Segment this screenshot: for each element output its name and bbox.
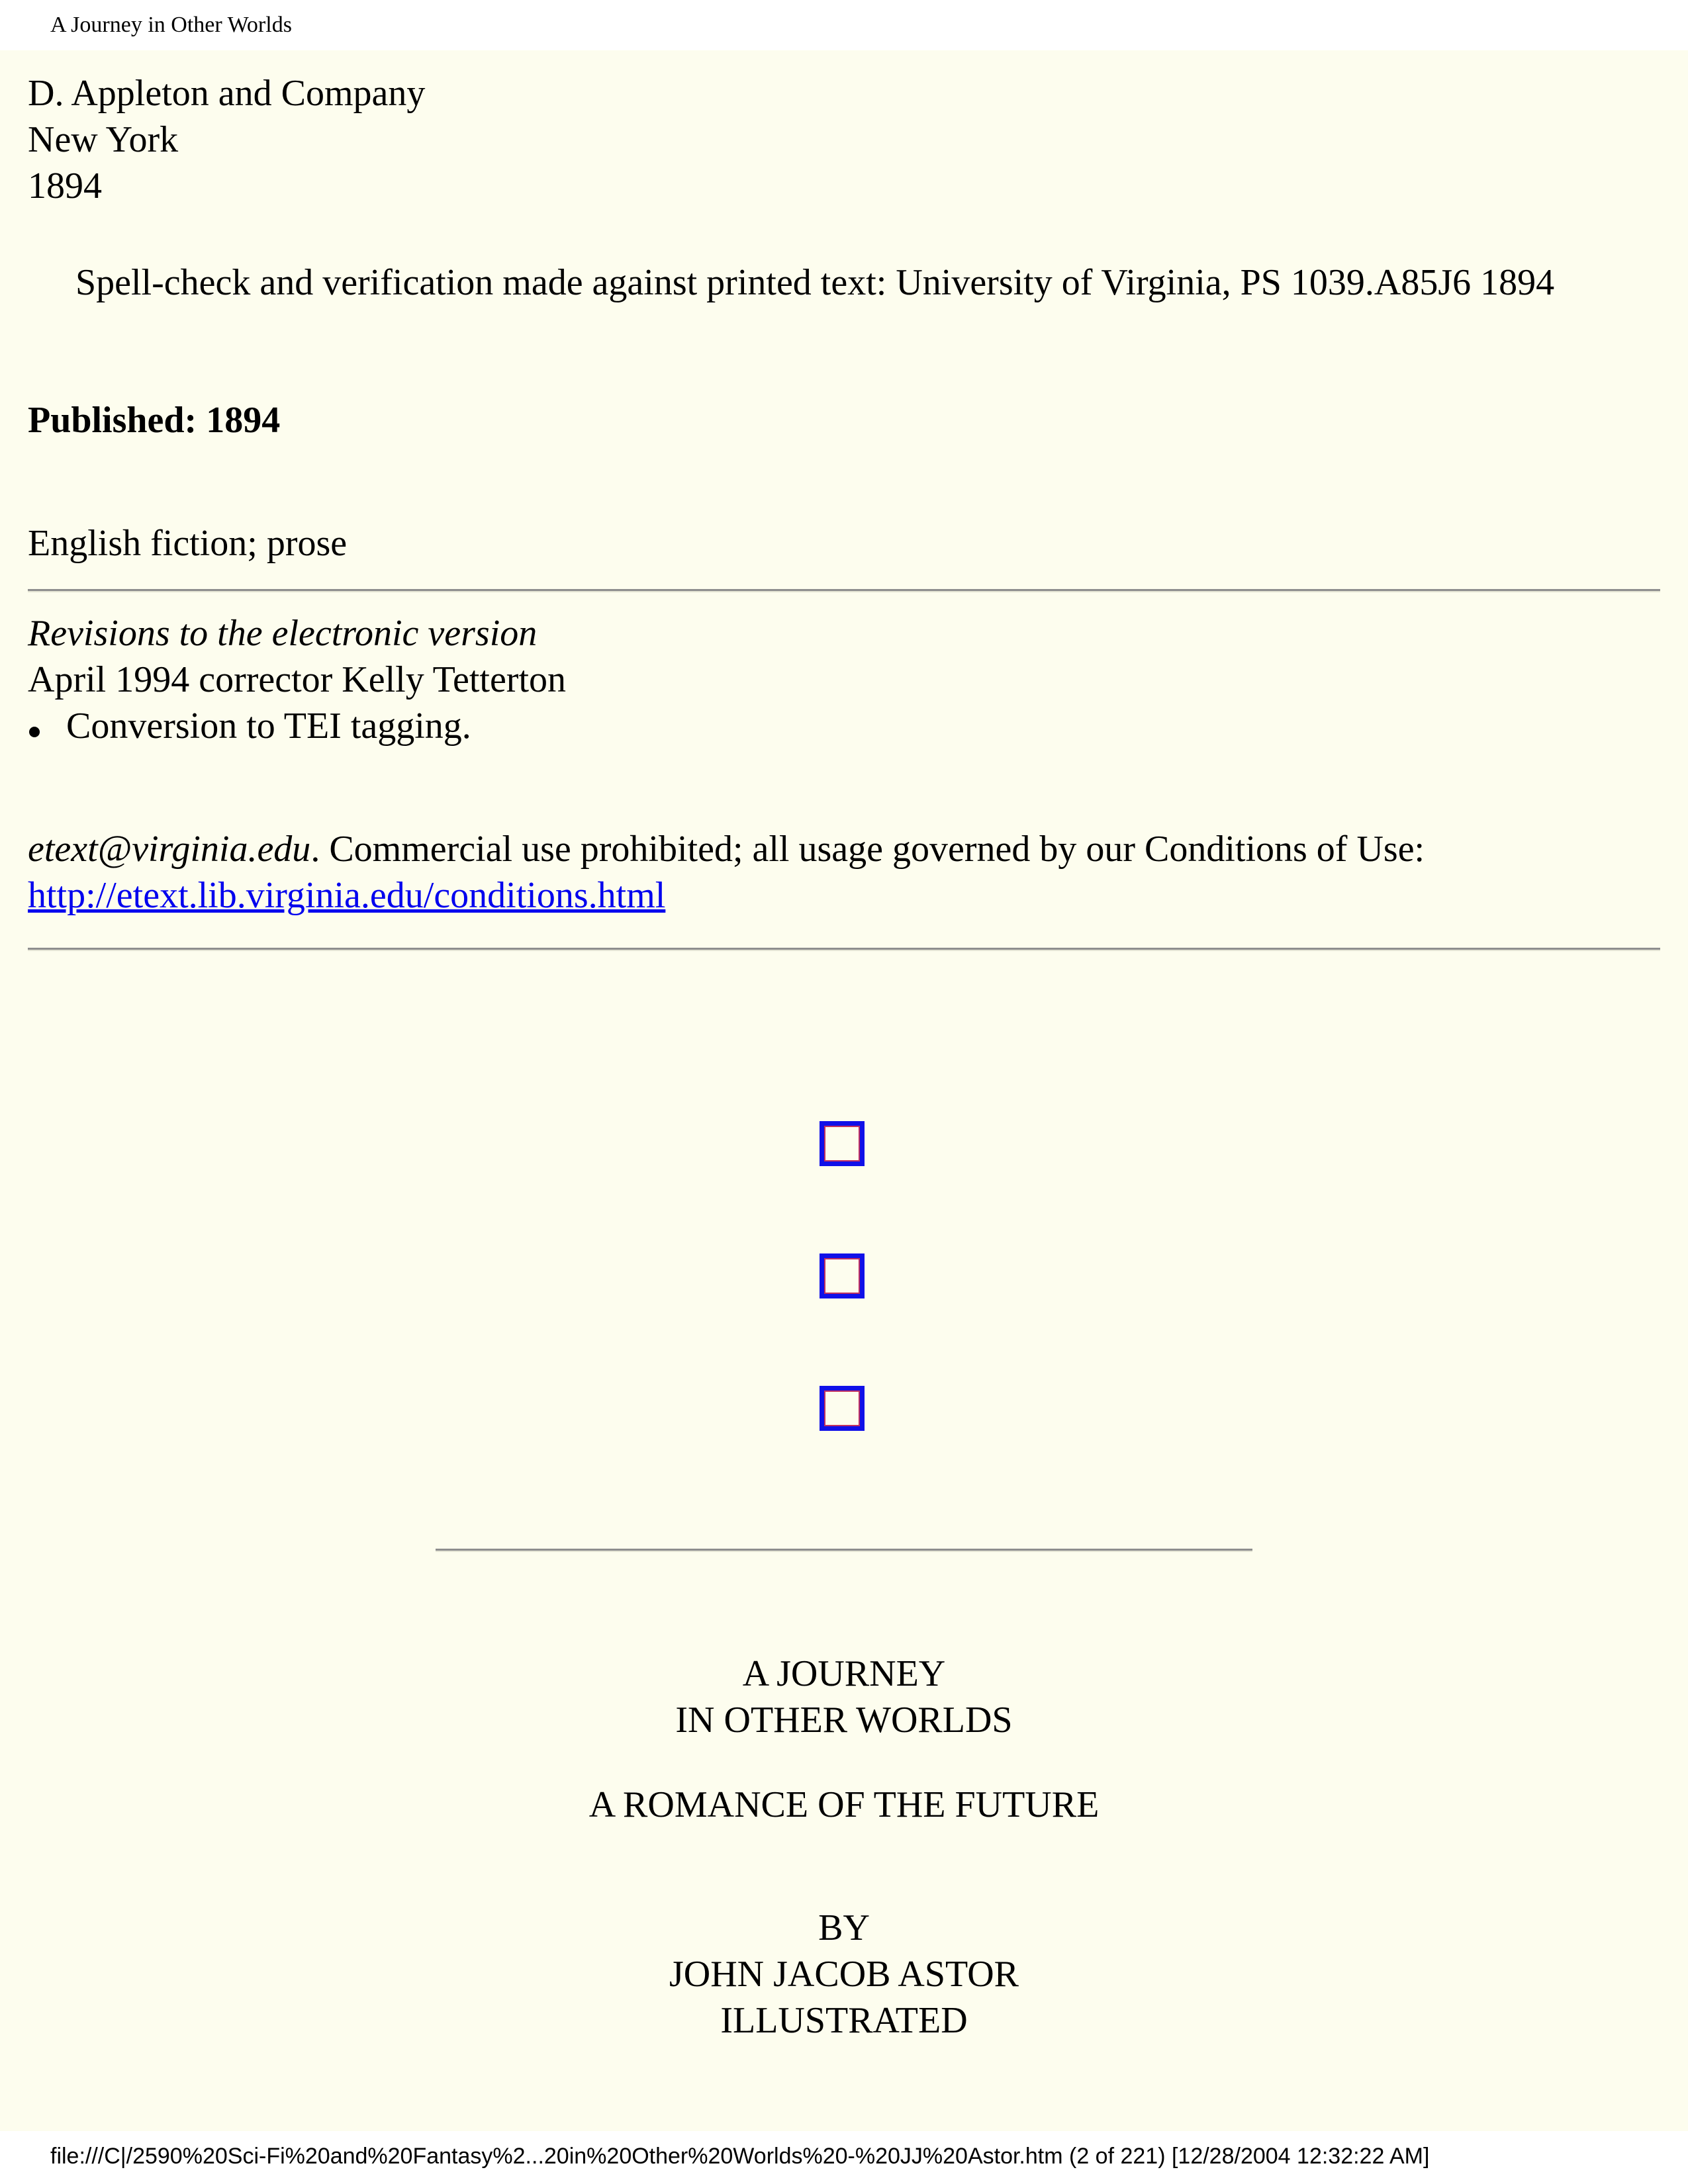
broken-image-icon: [820, 1386, 865, 1431]
author-name: JOHN JACOB ASTOR: [669, 1954, 1019, 1995]
genre: English fiction; prose: [28, 523, 348, 564]
published-date: Published: 1894: [28, 400, 281, 441]
revision-entry: April 1994 corrector Kelly Tetterton: [28, 659, 567, 700]
contact-email: etext@virginia.edu: [28, 829, 311, 870]
revisions-heading: Revisions to the electronic version: [28, 613, 538, 654]
bullet-icon: [29, 727, 40, 737]
divider: [28, 948, 1660, 951]
conditions-link[interactable]: http://etext.lib.virginia.edu/conditions.html: [28, 875, 666, 916]
document-page: [0, 50, 1688, 2131]
publication-year: 1894: [28, 165, 102, 206]
rights-text: . Commercial use prohibited; all usage governed by our Conditions of Use:: [310, 829, 1425, 870]
file-path: file:///C|/2590%20Sci-Fi%20and%20Fantasy%2...20in%20Other%20Worlds%20-%20JJ%20Astor.htm (2 of 221) [12/28/2004 12:32:22 AM]: [50, 2144, 1430, 2169]
title-divider: [436, 1549, 1252, 1552]
rights-statement: [28, 827, 1425, 871]
publisher: D. Appleton and Company: [28, 73, 426, 114]
divider: [28, 589, 1660, 592]
broken-image-icon: [820, 1253, 865, 1298]
book-title-line-2: IN OTHER WORLDS: [675, 1700, 1013, 1741]
conditions-line: [28, 874, 665, 917]
print-footer: [0, 2131, 1688, 2184]
list-item: Conversion to TEI tagging.: [66, 705, 471, 747]
book-subtitle: A ROMANCE OF THE FUTURE: [588, 1784, 1100, 1825]
print-header: [0, 0, 1688, 50]
source-note: Spell-check and verification made against printed text: University of Virginia, PS 1039.A85J6 1894: [75, 262, 1555, 303]
document-title: A Journey in Other Worlds: [50, 13, 292, 37]
publication-place: New York: [28, 119, 179, 160]
illustrated-note: ILLUSTRATED: [720, 2000, 968, 2041]
broken-image-icon: [820, 1121, 865, 1166]
byline: BY: [818, 1907, 870, 1948]
book-title-line-1: A JOURNEY: [742, 1653, 946, 1694]
